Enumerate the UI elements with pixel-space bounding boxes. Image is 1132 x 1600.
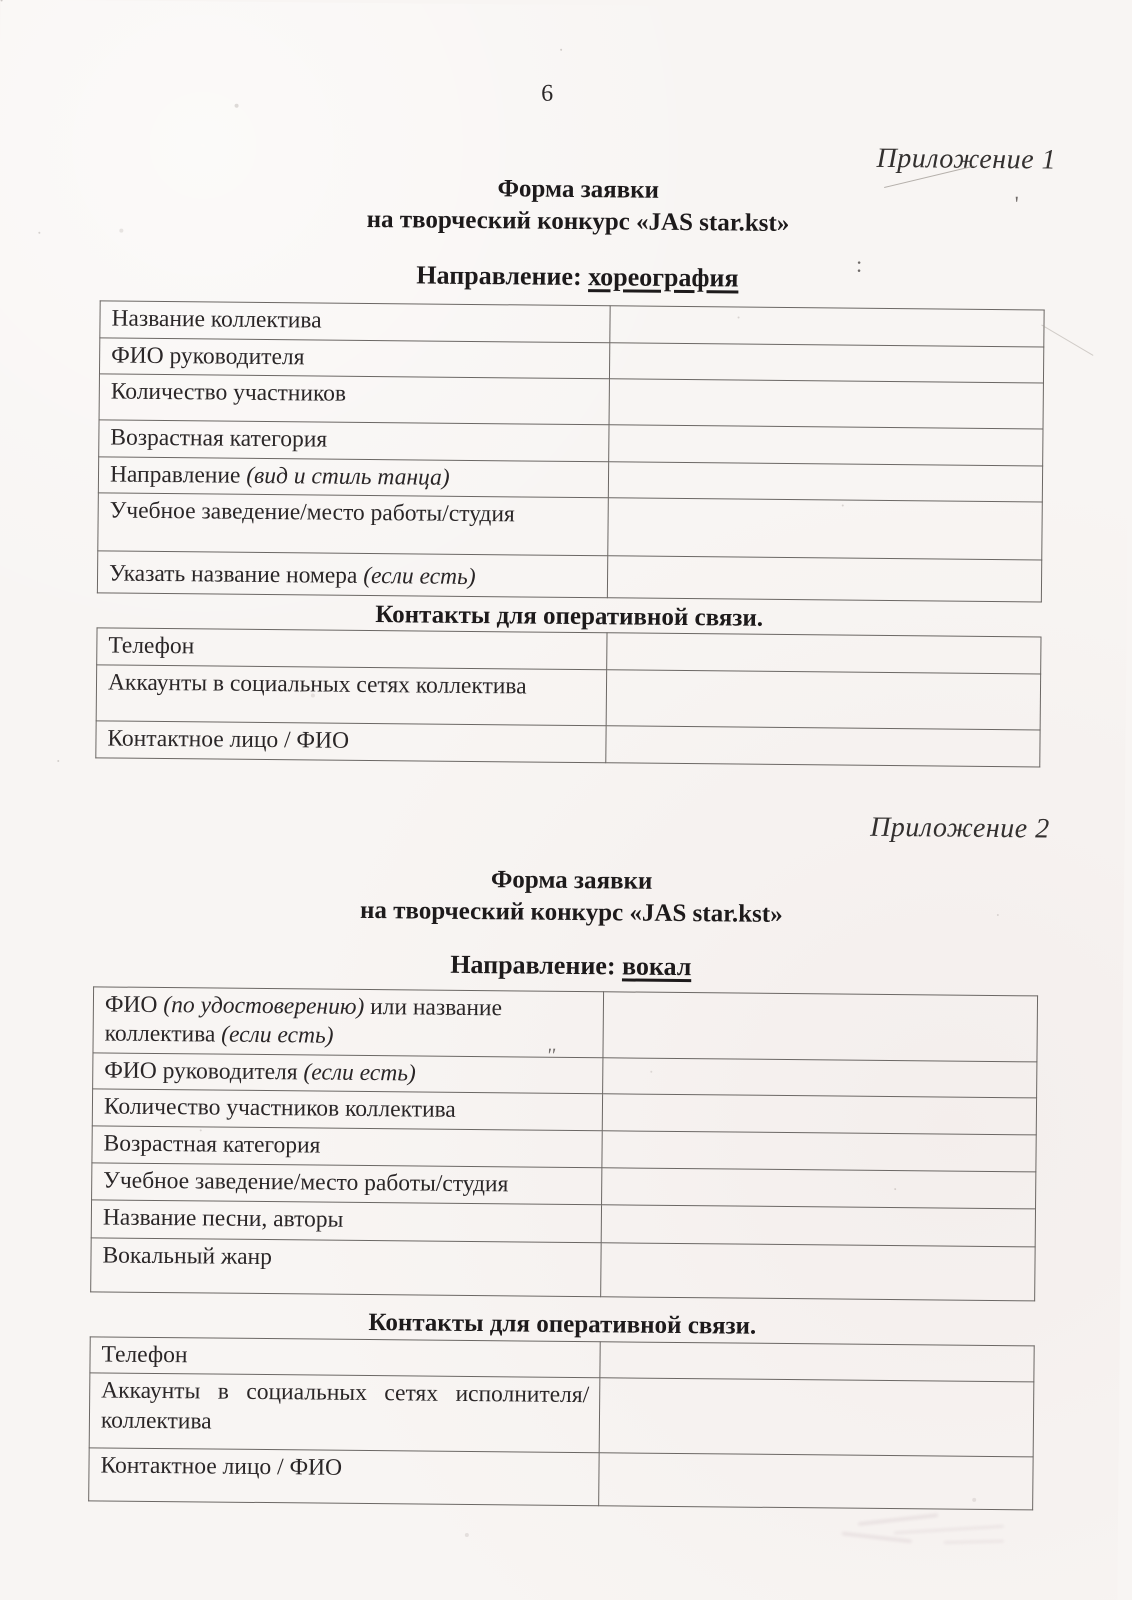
- annex-1-label: Приложение 1: [876, 142, 1057, 176]
- contacts-1-heading: Контакты для оперативной связи.: [375, 601, 764, 633]
- value-cell: [599, 1378, 1034, 1457]
- form-2-subtitle: на творческий конкурс «JAS star.kst»: [359, 896, 783, 928]
- scan-artifact-ditto: '': [546, 1044, 556, 1067]
- value-cell: [609, 379, 1043, 429]
- direction-1-heading: [100, 257, 1055, 296]
- scan-artifact-colon: :: [855, 251, 862, 277]
- direction-2-label: Направление:: [450, 949, 623, 981]
- label-cell: Направление (вид и стиль танца): [98, 457, 608, 499]
- contacts-2-heading: Контакты для оперативной связи.: [368, 1308, 757, 1340]
- label-cell: Аккаунты в социальных сетях коллектива: [96, 665, 607, 726]
- form-2-title-block: [94, 860, 1050, 933]
- label-cell: Учебное заведение/место работы/студия: [92, 1163, 602, 1205]
- table-row: [96, 721, 1040, 767]
- label-cell: Контактное лицо / ФИО: [96, 721, 606, 763]
- value-cell: [603, 1058, 1037, 1099]
- label-cell: Телефон: [97, 628, 607, 670]
- value-cell: [607, 633, 1041, 674]
- form-1-subtitle: на творческий конкурс «JAS star.kst»: [366, 205, 790, 238]
- label-cell: Указать название номера (если есть): [97, 551, 607, 598]
- label-cell: ФИО руководителя (если есть): [93, 1053, 603, 1095]
- direction-2-heading: [93, 946, 1048, 985]
- value-cell: [606, 670, 1041, 730]
- value-cell: [609, 342, 1043, 383]
- annex-2-label: Приложение 2: [870, 811, 1050, 845]
- table-row: [93, 987, 1038, 1062]
- ink-bleedthrough-smudge: [824, 1509, 1039, 1559]
- value-cell: [610, 306, 1044, 347]
- label-cell: Аккаунты в социальных сетях исполнителя/коллектива: [89, 1373, 600, 1453]
- scan-scratch-mark-2: [1041, 325, 1093, 356]
- vocal-application-table: [90, 986, 1038, 1301]
- value-cell: [607, 556, 1041, 602]
- form-2-title: Форма заявки: [490, 865, 653, 895]
- value-cell: [606, 726, 1040, 767]
- table-row: [91, 1238, 1035, 1301]
- page-number: 6: [541, 80, 554, 107]
- value-cell: [609, 425, 1043, 466]
- label-cell: Название коллектива: [100, 301, 610, 343]
- table-row: [97, 551, 1041, 602]
- label-cell: Учебное заведение/место работы/студия: [98, 493, 609, 556]
- label-cell: Возрастная категория: [92, 1126, 602, 1168]
- value-cell: [601, 1204, 1035, 1246]
- label-cell: ФИО руководителя: [99, 338, 609, 380]
- direction-1-label: Направление:: [416, 260, 589, 292]
- label-cell: Количество участников: [99, 374, 609, 425]
- value-cell: [602, 1094, 1036, 1135]
- direction-2-value: вокал: [621, 951, 692, 981]
- label-cell: Возрастная категория: [99, 420, 609, 462]
- contacts-table-2: [88, 1336, 1035, 1511]
- direction-1-value: хореография: [588, 262, 739, 293]
- scan-artifact-apostrophe: ': [1014, 191, 1019, 217]
- value-cell: [603, 991, 1038, 1061]
- table-row: [89, 1373, 1034, 1457]
- paper-speckles: [1, 0, 3, 1]
- choreography-application-table: [97, 300, 1045, 602]
- label-cell: Контактное лицо / ФИО: [89, 1448, 599, 1506]
- table-row: [89, 1448, 1033, 1510]
- table-row: [98, 493, 1043, 560]
- value-cell: [600, 1341, 1034, 1382]
- contacts-table-1: [95, 628, 1041, 767]
- value-cell: [608, 462, 1042, 503]
- value-cell: [601, 1242, 1035, 1300]
- value-cell: [602, 1131, 1036, 1172]
- label-cell: Количество участников коллектива: [92, 1089, 602, 1131]
- table-row: [96, 665, 1040, 730]
- form-1-title: Форма заявки: [497, 175, 660, 204]
- value-cell: [608, 498, 1043, 560]
- label-cell: Телефон: [90, 1337, 600, 1379]
- label-cell: Название песни, авторы: [91, 1200, 601, 1243]
- label-cell: ФИО (по удостоверению) или название коллектива (если есть): [93, 987, 604, 1058]
- value-cell: [602, 1167, 1036, 1208]
- value-cell: [599, 1453, 1033, 1510]
- label-cell: Вокальный жанр: [91, 1238, 601, 1297]
